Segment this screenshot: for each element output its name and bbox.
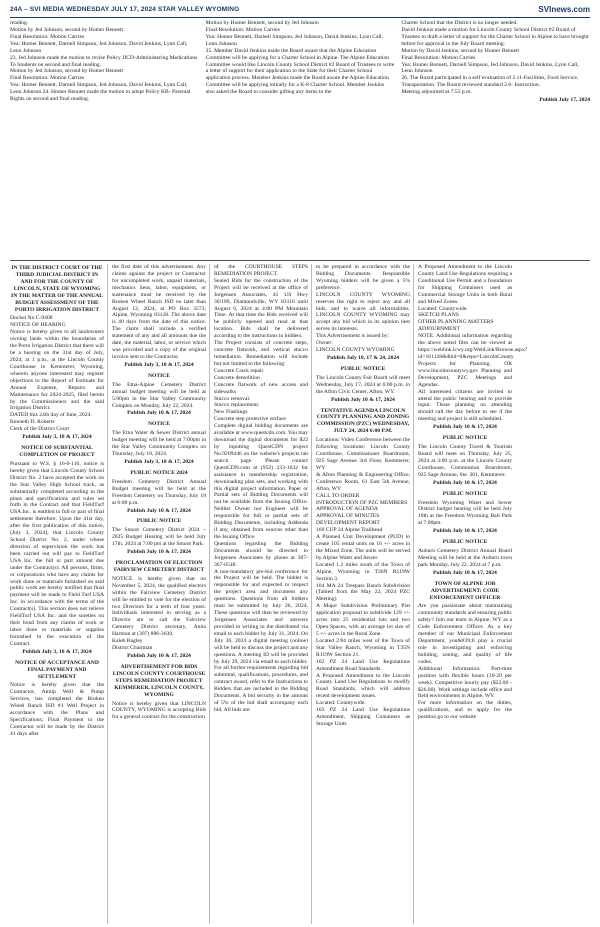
continued-minutes-section bbox=[10, 20, 590, 258]
notice-paragraph: CALL TO ORDER bbox=[316, 492, 360, 499]
notice-paragraph: Notice is hereby given to all landowners owning lands within the boundaries of the Porto Irrigation District that there will be a hearing on the 31st day of July, 2024, at 1 p.m., at the Lincoln County Courthouse in Kemmerer, Wyoming, wherein anyone interested may register objections to the Report of Estimate for Annual Expense, Repairs and Maintenance for 2024-2025, filed herein by the Commissioners and the said Irrigation District. bbox=[10, 329, 104, 412]
notice-paragraph: A Proposed Amendment to the Lincoln County Land Use Regulations to modify Road Standards, which will address recent development issues. bbox=[316, 672, 410, 700]
notice-title: IN THE DISTRICT COURT OF THE THIRD JUDICIAL DISTRICT IN AND FOR THE COUNTY OF LINCOLN, STATE OF WYOMING IN THE MATTER OF THE ANNUAL BUDGET ASSESSMENT OF THE PORTO IRRIGATION DISTRICT bbox=[11, 265, 103, 313]
notice-body bbox=[316, 264, 410, 354]
notice-body bbox=[418, 603, 512, 721]
notice-paragraph: Final Resolution: Motion Carries bbox=[10, 75, 85, 82]
notice-title: PROCLAMATION OF ELECTION FAIRVIEW CEMETERY DISTRICT bbox=[113, 560, 205, 573]
notice-title: PUBLIC NOTICE bbox=[442, 539, 488, 546]
publish-dates: Publish July 10 & 17, 2024 bbox=[127, 653, 191, 660]
notice-paragraph: 160 CUP 24 Alpine Trailhead bbox=[316, 527, 383, 534]
notice-paragraph: Questions regarding the Bidding Documents should be directed to Jorgensen Associates by phone at 307-367-6548. bbox=[214, 540, 308, 568]
legal-notice bbox=[112, 264, 206, 369]
publish-dates: Publish July 10 & 17, 2024 bbox=[331, 396, 395, 403]
notice-paragraph: Concrete flatwork of new access and sidewalks bbox=[214, 381, 308, 395]
notice-paragraph: The Lincoln County Fair Board will meet Wednesday, July 17, 2024 at 6:00 p.m. in the Afton Civic Center, Afton, WY. bbox=[316, 374, 410, 395]
publish-dates: Publish July 3, 10 & 17, 2024 bbox=[22, 648, 92, 655]
notice-title: PUBLIC NOTICE 2024 bbox=[130, 469, 188, 476]
notice-paragraph: Docket No C-9408 bbox=[10, 315, 53, 322]
notice-title: NOTICE bbox=[147, 421, 171, 428]
notice-title: PUBLIC NOTICE bbox=[442, 435, 488, 442]
legal-notice bbox=[112, 421, 206, 466]
notice-paragraph: The Project consists of concrete steps, concrete flatwork, and vertical stucco remediation. Remediation will include but not limited to the following: bbox=[214, 340, 308, 367]
notice-paragraph: The Smoot Cemetery District 2024 – 2025 Budget Hearing will be held July 17th, 2024 at 7:00 pm at the Smoot Park. bbox=[112, 527, 206, 548]
notices-column-3 bbox=[214, 264, 312, 924]
notice-paragraph: NOTICE OF HEARING bbox=[10, 322, 66, 329]
notice-paragraph: LINCOLN COUNTY WYOMING bbox=[316, 347, 395, 354]
legal-notice bbox=[112, 560, 206, 660]
notice-title: NOTICE OF SUBSTANTIAL COMPLETION OF PROJECT bbox=[19, 445, 95, 458]
publish-dates: Publish July 10 & 17, 2024 bbox=[127, 507, 191, 514]
notice-paragraph: Notice is hereby given that the Contractor, Atmip Well & Pump Services, has completed the Broken Wheel Ranch ISD #1 Well Project in accordance with the Plans and Specifications; Final Payment to the Contractor will be made by the District 41 days after bbox=[10, 682, 104, 737]
notice-paragraph: 25. Member David Jenkins made the Board aware that the Alpine Education Committee will be applying for a Charter School in Alpine. The Alpine Education Committee would like Lincoln County School District #2 Board of Trustees to write a letter of support for their application to the State for their Charter School application process. Member Jenkins made the Board aware the Alpine Education Committee will be applying initially for a K-8 Charter School. Member Jenkins bbox=[205, 47, 395, 89]
notice-paragraph: Auburn Cemetery District Annual Board Meeting will be held at the Auburn town park Monday, July 22, 2024 at 7 p.m. bbox=[418, 548, 512, 568]
legal-notice bbox=[112, 518, 206, 556]
legal-notice bbox=[112, 373, 206, 418]
notice-body bbox=[418, 500, 512, 528]
legal-notice bbox=[10, 445, 104, 656]
notices-column-5 bbox=[418, 264, 528, 924]
legal-notice bbox=[10, 20, 199, 103]
publish-dates: Publish July 10 & 17, 2024 bbox=[433, 479, 497, 486]
notice-body bbox=[418, 548, 512, 569]
notice-paragraph: Yea: Homer Bennett, Darnell Simpson, Jed Johnson, David Jenkins, Lynn Call, Lenn Johnson bbox=[401, 61, 579, 75]
notice-body bbox=[112, 479, 206, 507]
notice-paragraph: OTHER PLANNING MATTERS bbox=[418, 319, 494, 326]
notice-paragraph: Final Resolution: Motion Carries bbox=[205, 26, 280, 33]
notice-body bbox=[112, 430, 206, 458]
notice-paragraph: ADJOURNMENT bbox=[418, 326, 460, 333]
notice-paragraph: Yea: Homer Bennett, Darnell Simpson, Jed Johnson, David Jenkins, Lynn Call, Lenn Johnson 24. Homer Bennett made the motion to adopt Policy KB- Parental Rights on second and final reading. bbox=[10, 82, 191, 103]
notice-paragraph: The Etna Water & Sewer District annual budget meeting will be held at 7:00pm in the Star Valley Community Complex on Thursday, July 18, 2024. bbox=[112, 430, 206, 458]
notice-paragraph: Kenneth D. Roberts bbox=[10, 419, 55, 426]
notice-paragraph: 23. Jed Johnson made the motion to revise Policy JICD-Administering Medications To Students on second and final reading. bbox=[10, 54, 198, 68]
notice-paragraph: the first date of this advertisement. Any claims against the project or Contractor for uncompleted work, unpaid materials, mechanics liens, labor, equipment, or sustenance must be received by the Broken Wheel Ranch ISD no later than August 12, 2024, at PO Box 3573; Alpine, Wyoming 83128. The above date is 40 days from the date of this notice. The claim shall include a verified statement of any and all amounts due the date, the material, labor, or service which was provided and a copy of the original invoice sent to the Contractor. bbox=[112, 264, 206, 360]
notice-paragraph: also asked the Board to consider gifting any items to the bbox=[205, 89, 332, 96]
notices-column-2 bbox=[112, 264, 210, 924]
notice-body bbox=[316, 437, 410, 728]
notice-paragraph: The Lincoln County Travel & Tourism Board will meet on Thursday, July 25, 2024 at 3:00 p.m. at the Lincoln County Courthouse, Commission Boardroom, 925 Sage Avenue, Ste. 301, Kemmerer. bbox=[418, 444, 512, 478]
notice-body bbox=[112, 701, 206, 722]
notice-paragraph: 26. The Board participated in a self evaluation of 2.11-Facilities, Food Service, Transportation. The Board reviewed standard 2.6- Instruction. bbox=[401, 75, 579, 89]
notice-paragraph: Notice is hereby given that LINCOLN COUNTY, WYOMING is accepting Bids for a general contract for the construction bbox=[112, 700, 206, 721]
notice-paragraph: All interested citizens are invited to attend the public hearing and to provide input. Those planning on attending should call the day before to see if the meeting and project is still scheduled. bbox=[418, 388, 512, 423]
notices-column-4 bbox=[316, 264, 414, 924]
notice-paragraph: Concrete step protective surface bbox=[214, 416, 286, 423]
publish-dates: Publish July 10 & 17, 2024 bbox=[433, 528, 497, 535]
notice-paragraph: Are you passionate about maintaining community standards and ensuring public safety? Join our team in Alpine, WY as a Code Enforcement Officer. As a key member of our Municipal Enforcement Department, you&#39;ll play a crucial role in investigating and enforcing building, zoning, and quality of life codes. bbox=[418, 603, 512, 665]
notice-paragraph: Kaleb Bagley bbox=[112, 638, 143, 645]
notice-paragraph: Locations: Video Conference between the following locations: Lincoln County Courthouse, Commissioner Boardroom, 925 Sage Avenue 3rd Floor, Kemmerer, WY bbox=[316, 437, 410, 471]
legal-notice bbox=[316, 408, 410, 728]
notices-column-1 bbox=[10, 264, 108, 924]
notice-paragraph: A Proposed Amendment to the Lincoln County Land Use Regulations requiring a Conditional Use Permit and a foundation for Shipping Containers used as Commercial Storage Units in both Rural and Mixed Zones. bbox=[418, 264, 512, 305]
notice-body bbox=[112, 527, 206, 548]
notice-paragraph: District Chairman bbox=[112, 645, 153, 652]
notice-paragraph: Projects for Planning, OR www.lincolncountywy.gov Planning and Development, PZC Meetings and Agendas. bbox=[418, 360, 512, 388]
notice-paragraph: Final Resolution: Motion Carries bbox=[10, 33, 85, 40]
notice-title: NOTICE bbox=[147, 372, 171, 379]
notice-paragraph: Motion by David Jenkins, second by Homer Bennett bbox=[401, 47, 520, 54]
publish-dates: Publish July 3, 10 & 17, 2024 bbox=[124, 361, 194, 368]
notice-body bbox=[401, 20, 590, 96]
notice-paragraph: reading. bbox=[10, 20, 29, 26]
notice-body bbox=[206, 20, 395, 96]
notice-paragraph: Located: Countywide. bbox=[418, 305, 468, 312]
header-site-link[interactable]: SVInews.com bbox=[538, 5, 590, 15]
legal-notice bbox=[418, 435, 512, 486]
legal-notice bbox=[214, 264, 308, 714]
notice-title: NOTICE OF ACCEPTANCE AND FINAL PAYMENT AND SETTLEMENT bbox=[15, 659, 99, 680]
notice-paragraph: Complete digital bidding documents are available at www.questcdn.com. You may download the digital documents for $22 by inputting QuestCDN project No.9209446 on the website's projects tab search page. Please contact QuestCDN.com at (952) 233-1632 for assistance in membership registration, downloading plan sets, and working with this digital project information. Paper or Partial sets of Bidding Documents will not be available from the Issuing Office. Neither Owner nor Engineer will be responsible for full or partial sets of Bidding Documents, including Addenda if any, obtained from sources other than the Issuing Office. bbox=[214, 423, 308, 540]
notice-body bbox=[112, 264, 206, 361]
legal-notice bbox=[112, 470, 206, 515]
notice-paragraph: NOTE: Additional information regarding the above noted files can be viewed at https://weblink.lcwy.org/WebLink/Browse.aspx?id=161128&dbid=0&repo=LincolnCounty bbox=[418, 333, 528, 360]
notice-paragraph: For more information on the duties, qualifications, and to apply for the position go to our website bbox=[418, 700, 512, 721]
notice-paragraph: Yea: Homer Bennett, Darnell Simpson, Jed Johnson, David Jenkins, Lynn Call, Lenn Johnson bbox=[10, 40, 188, 54]
notice-paragraph: LINCOLN COUNTY WYOMING reserves the right to reject any and all bids, and to waive all informalities. LINCOLN COUNTY WYOMING may accept any bid which in its opinion best serves its interests. bbox=[316, 291, 410, 333]
notice-paragraph: DEVELOPMENT REPORT bbox=[316, 520, 380, 527]
notice-body bbox=[214, 264, 308, 714]
notice-paragraph: David Jenkins made a motion for Lincoln County School District #2 Board of Trustees to draft a letter of support for the Charter School in Alpine to have brought before for approval in the July Board meeting. bbox=[401, 26, 589, 47]
notice-paragraph: Located 2.84 miles west of the Town of Star Valley Ranch, Wyoming in T35N R119W Section 21. bbox=[316, 637, 410, 658]
notice-paragraph: For all further requirements regarding bid submittal, qualifications, procedures, and contract award, refer to the Instructions to Bidders that are included in the Bidding Documents. A bid security in the amount of 5% of the bid shall accompany each bid. All bids are bbox=[214, 665, 308, 713]
notice-paragraph: APPROVAL OF MINUTES bbox=[316, 513, 380, 520]
notice-body bbox=[10, 682, 104, 737]
publish-dates: Publish July 10 & 17, 2024 bbox=[433, 569, 497, 576]
notice-paragraph: Stucco removal. bbox=[214, 395, 251, 402]
page-header bbox=[10, 3, 590, 18]
legal-notice bbox=[418, 581, 512, 721]
notice-paragraph: Clerk of the District Court bbox=[10, 426, 70, 433]
legal-notice bbox=[10, 265, 104, 441]
notice-title: PUBLIC NOTICE bbox=[136, 518, 182, 525]
notice-body bbox=[418, 444, 512, 479]
notice-paragraph: Stucco replacement. bbox=[214, 402, 260, 409]
notice-paragraph: Meeting adjourned at 7:55 p.m. bbox=[401, 89, 472, 96]
notice-paragraph: APPROVAL OF AGENDA bbox=[316, 506, 378, 513]
notice-paragraph: 102 PZ 24 Land Use Regulations Amendment Road Standards bbox=[316, 658, 410, 672]
publish-dates: Publish July 10 & 17, 2024 bbox=[433, 424, 497, 431]
legal-notice bbox=[316, 366, 410, 404]
legal-notice bbox=[206, 20, 395, 96]
notice-paragraph: INTRODUCTION OF PZC MEMBERS bbox=[316, 499, 408, 506]
legal-notice bbox=[10, 660, 104, 738]
notice-body bbox=[10, 20, 199, 103]
notice-paragraph: Additional Information: Part-time position with flexible hours (10-20 per week). Competitive hourly pay ($22.00 - $26.00). Work settings include office and field environments in Alpine, WY. bbox=[418, 665, 512, 700]
notice-body bbox=[112, 576, 206, 652]
notice-title: PUBLIC NOTICE bbox=[442, 490, 488, 497]
notice-body bbox=[316, 375, 410, 396]
notice-paragraph: & Afton Planning & Engineering Office, Conference Room, 61 East 5th Avenue, Afton, WY bbox=[316, 471, 410, 492]
notice-paragraph: Motion by Jed Johnson, second by Homer Bennett bbox=[10, 26, 124, 33]
notice-paragraph: Located 1.2 miles south of the Town of Alpine, Wyoming in T36N R119W Section 3. bbox=[316, 561, 410, 582]
notice-paragraph: Motion by Jed Johnson, second by Homer Bennett bbox=[10, 68, 124, 75]
notice-body bbox=[10, 315, 104, 433]
minutes-column-1 bbox=[10, 20, 199, 258]
notice-paragraph: Located: Countywide. bbox=[316, 700, 366, 707]
notice-paragraph: Freedom Wyoming Water and Sewer District budget hearing will be held July 18th at the Freedom Wyoming Ball Park at 7:00pm. bbox=[418, 499, 512, 527]
notice-title: TOWN OF ALPINE JOB ADVERTISEMENT: CODE ENFORCEMENT OFFICER bbox=[429, 580, 501, 601]
legal-notice bbox=[316, 264, 410, 362]
notice-paragraph: SKETCH PLANS bbox=[418, 312, 459, 319]
notice-title: TENTATIVE AGENDA LINCOLN COUNTY PLANNING AND ZONING COMMISSION (PZC) WEDNESDAY, JULY 24, 2024 6:00 P.M. bbox=[316, 407, 410, 435]
publish-dates: Publish July 3, 10 & 17, 2024 bbox=[124, 458, 194, 465]
notice-paragraph: to be prepared in accordance with the Bidding Documents. Responsible Wyoming bidders will be given a 5% preference. bbox=[316, 264, 410, 291]
publish-dates: Publish July 10 & 17, 2024 bbox=[127, 410, 191, 417]
notice-paragraph: of the COURTHOUSE STEPS REMEDIATION PROJECT. bbox=[214, 264, 308, 277]
minutes-column-2 bbox=[206, 20, 395, 258]
legal-notice bbox=[418, 539, 512, 577]
notice-body bbox=[418, 264, 528, 423]
notice-paragraph: Charter School that the District is no longer needed. bbox=[401, 20, 518, 26]
notice-paragraph: A Major Subdivision Preliminary Plat application proposal to subdivide 129 +/- acres into 25 residential lots and two Open Spaces, with an average lot size of 5 +/- acres in the Rural Zone. bbox=[316, 603, 410, 638]
notice-paragraph: Yea: Homer Bennett, Darnell Simpson, Jed Johnson, David Jenkins, Lynn Call, Lenn Johnson bbox=[205, 33, 384, 47]
legal-notice bbox=[401, 20, 590, 104]
notice-paragraph: NOTICE is hereby given that on November 5, 2024, the qualified electors within the Fairview Cemetery District will be entitled to vote for the election of two Directors for a term of four years. Individuals interested in serving as a Director are to call the Fairview Cemetery District secretary, Anita Harmon at (307) 886-3630. bbox=[112, 575, 206, 638]
notice-paragraph: DATED this 24th day of June, 2024. bbox=[10, 412, 92, 419]
notice-paragraph: 103 PZ 24 Land Use Regulations Amendment, Shipping Containers as Storage Units bbox=[316, 707, 410, 727]
section-divider bbox=[10, 260, 590, 261]
notice-paragraph: 104 MA 24 Trespass Ranch Subdivision (Tabled from the May 22, 2024 PZC Meeting) bbox=[316, 582, 410, 603]
minutes-column-3 bbox=[401, 20, 590, 258]
publish-dates: Publish July 17, 2024 bbox=[539, 97, 591, 104]
notice-title: ADVERTISEMENT FOR BIDS LINCOLN COUNTY COURTHOUSE STEPS REMEDIATION PROJECT KEMMERER, LINCOLN COUNTY, WYOMING bbox=[112, 663, 206, 698]
notice-paragraph: Final Resolution: Motion Carries bbox=[401, 54, 476, 61]
notice-body bbox=[112, 382, 206, 410]
publish-dates: Publish July 10, 17 & 24, 2024 bbox=[326, 354, 400, 361]
notice-paragraph: New Flashings bbox=[214, 409, 248, 416]
legal-notice bbox=[418, 264, 528, 431]
notice-paragraph: Concrete demolition bbox=[214, 374, 260, 381]
notice-paragraph: Pursuant to W.S. § 16-6-116, notice is hereby given that Lincoln County School District No. 2 have accepted the work on the Star Valley High School track, as substantially completed according to the plans and specifications and rules set forth in the Contract and that FieldTurf USA Inc. is entitled to full or part of final settlement therefore. Upon the 41st day, after the first publication of this notice, (July 3, 2024), that Lincoln County School District No. 2, under whose direction of supervision the work has been carried out will pay to FieldTurf USA Inc. the full or part amount due under the Contract(s). All persons, firms, or corporations who have any claims for work done or materials furnished on said public work are hereby notified that final payment will be made to Field Turf USA Inc. in accordance with the terms of the Contract(s). This section does not relieve FieldTurf USA Inc. and the sureties on their bond from any claims of work or labor done or materials or supplies furnished in the execution of the Contract. bbox=[10, 460, 104, 647]
legal-notice bbox=[418, 491, 512, 536]
publish-dates: Publish July 10 & 17, 2024 bbox=[127, 549, 191, 556]
notice-paragraph: Sealed Bids for the construction of the Project will be received at the office of Jorgensen Associates, 41 US Hwy 30/189, Diamondville, WY 83116 until August 6, 2024 at 4:00 PM Mountain Time. At that time the Bids received will be publicly opened and read at that location. Bids shall be delivered according to the instructions to bidders. bbox=[214, 277, 308, 340]
notice-body bbox=[10, 461, 104, 648]
notice-paragraph: Freedom Cemetery District Annual Budget meeting will be held at the Freedom Cemetery on Thursday, July 18 at 6:00 p.m. bbox=[112, 478, 206, 506]
publish-dates: Publish July 3, 10 & 17, 2024 bbox=[22, 434, 92, 441]
notice-paragraph: A non-mandatory pre-bid conference for the Project will be held. The bidder is responsible for and expected to inspect the project area and document any questions. Questions from all bidders must be submitted by July 26, 2024. These questions will then be reviewed by Jorgensen Associates and answers provided in writing to the distributed via email to each bidder by July 31, 2024. On July 30, 2024 a digital meeting (online) will be held to discuss the project and any questions. A meeting ID will be provided by July 29, 2024 via email to each bidder. bbox=[214, 568, 308, 665]
legal-notices-section bbox=[10, 264, 590, 924]
notice-paragraph: A Planned Unit Development (PUD) to create 105 rental units on 16 +/- acres in the Mixed Zone. The units will be served by Alpine Water and Sewer. bbox=[316, 534, 410, 561]
notice-title: PUBLIC NOTICE bbox=[340, 365, 386, 372]
notice-paragraph: Motion by Homer Bennett, second by Jed Johnson bbox=[205, 20, 319, 26]
notice-paragraph: This Advertisement is issued by: bbox=[316, 333, 390, 340]
notice-paragraph: The Etna-Alpine Cemetery District annual budget meeting will be held at 5:00pm in the Star Valley Community Complex on Monday, July 22, 2024. bbox=[112, 381, 206, 409]
legal-notice bbox=[112, 664, 206, 721]
notice-paragraph: Owner: bbox=[316, 340, 333, 347]
header-issue-line: 24A – SVI MEDIA WEDNESDAY JULY 17, 2024 STAR VALLEY WYOMING bbox=[10, 5, 240, 13]
notice-paragraph: Concrete Crack repair bbox=[214, 367, 264, 374]
